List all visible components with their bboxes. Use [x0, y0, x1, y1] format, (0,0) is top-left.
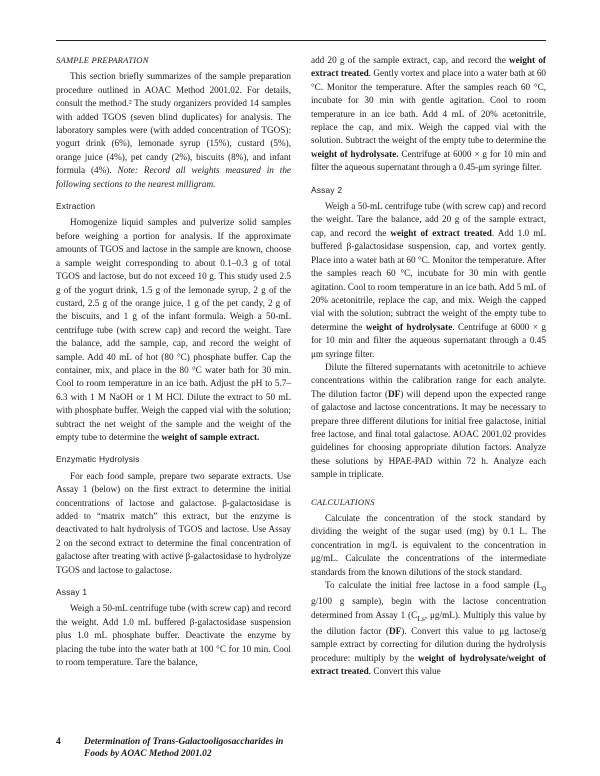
assay-1-continued-paragraph: add 20 g of the sample extract, cap, and record the weight of extract treated. Gently vortex and place into a water bath at 60 °C. Monitor the temperature. After the samples reach 60 °C, incubate for 30 min with gentle agitation. Cool to room temperature in an ice bath. Add 4 mL of 20% acetonitrile, replace the cap, and mix. Weigh the capped vial with the solution. Subtract the weight of the empty tube to determine the weight of hydrolysate. Centrifuge at 6000 × g for 10 min and filter the aqueous supernatant through a 0.45-μm syringe filter.: [311, 55, 547, 173]
dilution-paragraph: Dilute the filtered supernatants with acetonitrile to achieve concentrations within the calibration range for each analyte. The dilution factor (DF) will depend upon the expected range of galactose and lactose concentrations. It may be necessary to prepare three different dilutions for initial free galactose, initial free lactose, and final total galactose. AOAC 2001.02 provides guidelines for choosing appropriate dilution factors. Analyze these solutions by HPAE-PAD within 72 h. Analyze each sample in triplicate.: [311, 361, 547, 480]
extraction-paragraph: Homogenize liquid samples and pulverize solid samples before weighing a portion for analysis. If the approximate amounts of TGOS and lactose in the sample are known, choose a sample weight corresponding to about 0.1–0.3 g of total TGOS and lactose, but do not exceed 10 g. This study used 2.5 g of the yogurt drink, 1.5 g of the lemonade syrup, 2 g of the custard, 2.5 g of the orange juice, 1 g of the pet candy, 2 g of the biscuits, and 1 g of the infant formula. Weigh a 50-mL centrifuge tube (with screw cap) and record the weight. Tare the balance, add the sample, cap, and record the weight of sample. Add 40 mL of hot (80 °C) phosphate buffer. Cap the container, mix, and place in the 80 °C water bath for 30 min. Cool to room temperature in an ice bath. Adjust the pH to 5.7–6.3 with 1 M NaOH or 1 M HCl. Dilute the extract to 50 mL with phosphate buffer. Weigh the capped vial with the solution; subtract the net weight of the sample and the weight of the empty tube to determine the weight of sample extract.: [56, 217, 291, 442]
subheading-assay-2: Assay 2: [311, 184, 343, 195]
subheading-extraction: Extraction: [56, 201, 96, 212]
subheading-assay-1: Assay 1: [56, 587, 88, 598]
calculations-paragraph-1: Calculate the concentration of the stock standard by dividing the weight of the sugar used (mg) by 0.1 L. The concentration in mg/L is equivalent to the concentration in μg/mL. Calculate the concentrations of the intermediate standards from the known dilutions of the stock standard.: [311, 513, 546, 577]
page-number: 4: [56, 737, 61, 747]
assay-1-paragraph: Weigh a 50-mL centrifuge tube (with screw cap) and record the weight. Add 1.0 mL buffered β-galactosidase suspension plus 1.0 mL phosphate buffer. Deactivate the enzyme by placing the tube into the water bath at 100 °C for 10 min. Cool to room temperature. Tare the balance,: [56, 603, 291, 668]
section-heading-calculations: CALCULATIONS: [311, 496, 375, 507]
calculations-paragraph-2: To calculate the initial free lactose in a food sample ($L_0$ g/100 g sample), begin with the lactose concentration determined from Assay 1 ($C_{Ls}$, μg/mL). Multiply this value by the dilution factor (DF). Convert this value to μg lactose/g sample extract by correcting for dilution during the hydrolysis procedure: multiply by the weight of hydrolysate/weight of extract treated. Convert this value: [311, 580, 546, 677]
section-heading-sample-preparation: SAMPLE PREPARATION: [56, 55, 149, 65]
enzymatic-paragraph: For each food sample, prepare two separate extracts. Use Assay 1 (below) on the first extract to determine the initial concentrations of lactose and galactose. β-galactosidase is added to “matrix match” this extract, but the enzyme is deactivated to halt hydrolysis of TGOS and lactose. Use Assay 2 on the second extract to determine the final concentration of galactose after treating with active β-galactosidase to hydrolyze TGOS and lactose to galactose.: [56, 470, 291, 575]
note-text: Note: Record all weights measured in the following sections to the nearest milligram.: [56, 165, 291, 189]
right-column: [311, 54, 546, 679]
sample-preparation-paragraph: This section briefly summarizes of the sample preparation procedure outlined in AOAC Method 2001.02. For details, consult the method.² The study organizers provided 14 samples with added TGOS (seven blind duplicates) for analysis. The laboratory samples were (with added concentration of TGOS): yogurt drink (6%), lemonade syrup (15%), custard (5%), orange juice (4%), pet candy (2%), biscuits (8%), and infant formula (4%). Note: Record all weights measured in the following sections to the nearest milligram.: [56, 71, 291, 189]
assay-2-paragraph: Weigh a 50-mL centrifuge tube (with screw cap) and record the weight. Tare the balance, add 20 g of the sample extract, cap, and record the weight of extract treated. Add 1.0 mL buffered β-galactosidase suspension, cap, and vortex gently. Place into a water bath at 60 °C. Monitor the temperature. After the samples reach 60 °C, incubate for 30 min with gentle agitation. Cool to room temperature in an ice bath. Add 5 mL of 20% acetonitrile, replace the cap, and mix. Weigh the capped vial with the solution; subtract the weight of the empty tube to determine the weight of hydrolysate. Centrifuge at 6000 × g for 10 min and filter the aqueous supernatant through a 0.45 μm syringe filter.: [311, 201, 546, 359]
header-rule: [56, 40, 546, 41]
subheading-enzymatic-hydrolysis: Enzymatic Hydrolysis: [56, 454, 140, 465]
left-column: [56, 54, 291, 669]
footer-title: Determination of Trans-Galactooligosaccharides in Foods by AOAC Method 2001.02: [84, 737, 284, 759]
